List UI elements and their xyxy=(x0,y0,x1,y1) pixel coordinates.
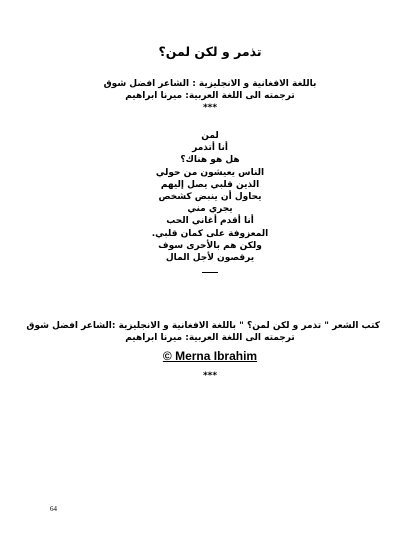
credit-note xyxy=(26,320,380,344)
poem-line: يجري مني xyxy=(187,204,233,215)
byline xyxy=(40,78,380,114)
credit-poem-author: كتب الشعر " تذمر و لكن لمن؟ " باللغة الافغانية و الانجليزية :الشاعر افضل شوق xyxy=(26,321,380,331)
credit-translator: ترجمته الى اللغة العربية: ميرنا ابراهيم xyxy=(125,333,295,343)
copyright-notice xyxy=(40,348,380,364)
poem-end-rule xyxy=(202,266,218,273)
poem-line: الناس يعيشون من حولي xyxy=(155,167,265,178)
poem-line: يرقصون لأجل المال xyxy=(165,253,255,264)
poem-line: أنا أقدم أغاني الحب xyxy=(166,216,254,227)
poem-line: يحاول أن ينبض كشخص xyxy=(158,192,262,203)
end-separator: *** xyxy=(202,371,218,381)
poem-body xyxy=(40,130,380,273)
page-number: 64 xyxy=(50,505,57,513)
poem-title: تذمر و لكن لمن؟ xyxy=(158,44,262,59)
poem-line: هل هو هناك؟ xyxy=(180,155,240,166)
poem-line: لمن xyxy=(201,131,219,141)
copyright-text: © Merna Ibrahim xyxy=(162,349,258,363)
byline-separator: *** xyxy=(202,103,218,113)
poem-line: الذين قلبي يصل إليهم xyxy=(160,179,260,190)
byline-original-author: باللغة الافغانية و الانجليزية : الشاعر افضل شوق xyxy=(103,79,317,89)
byline-translator: ترجمته الى اللغة العربية: ميرنا ابراهيم xyxy=(125,91,295,101)
poem-line: ولكن هم بالأحرى سوف xyxy=(158,240,262,251)
poem-line: المعزوفة على كمان قلبي. xyxy=(151,228,269,239)
poem-line: أنا أتذمر xyxy=(192,143,228,154)
